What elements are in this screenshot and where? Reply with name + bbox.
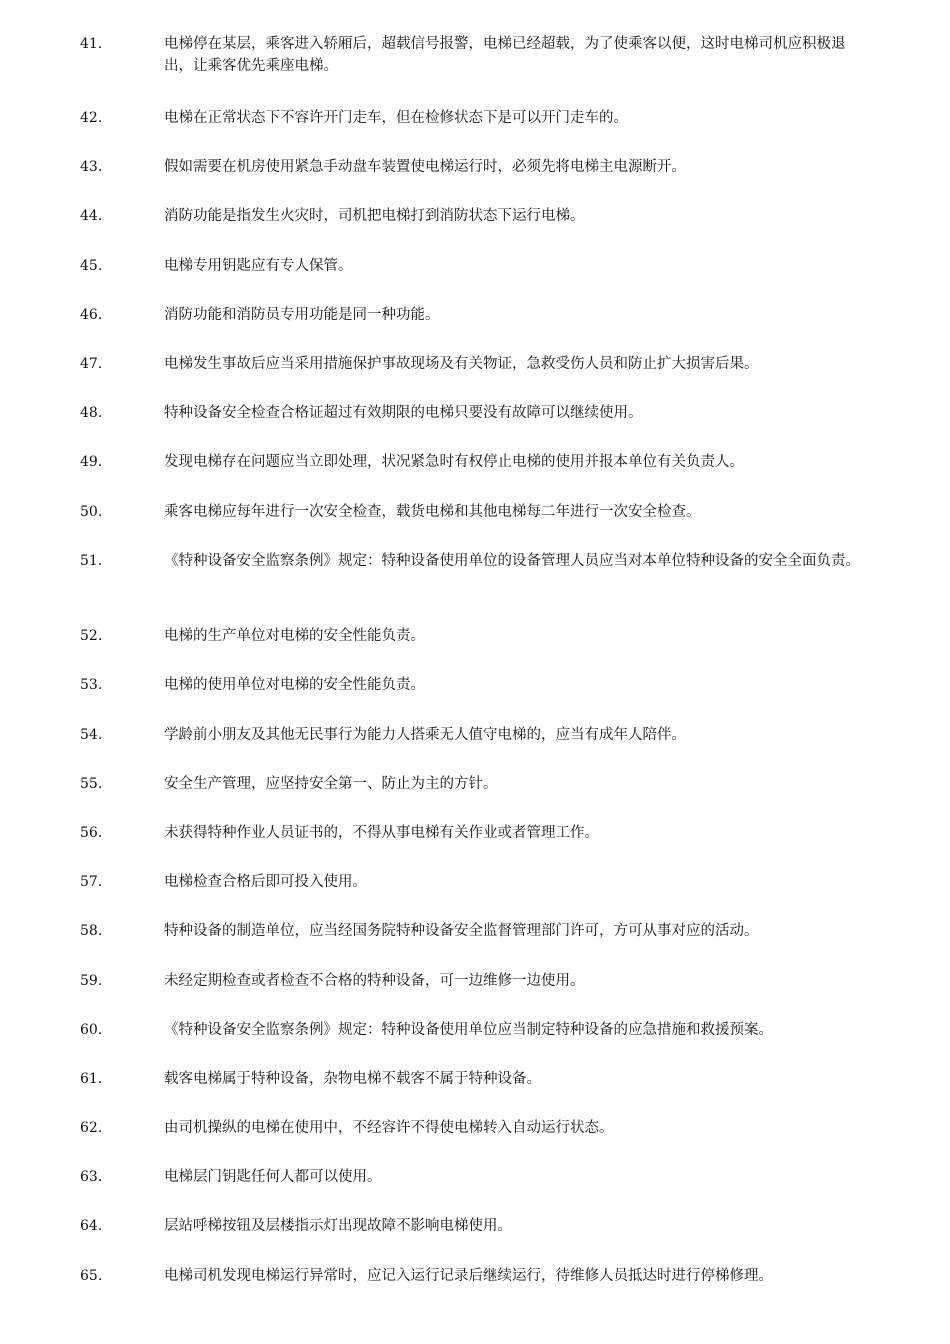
list-item (80, 1019, 872, 1041)
list-item (80, 353, 872, 375)
item-text: 层站呼梯按钮及层楼指示灯出现故障不影响电梯使用。 (164, 1218, 512, 1234)
list-item (80, 1068, 872, 1090)
item-text: 电梯停在某层，乘客进入轿厢后，超载信号报警，电梯已经超载，为了使乘客以便，这时电梯司机应积极退出，让乘客优先乘座电梯。 (164, 36, 846, 74)
item-number: 48. (80, 405, 103, 421)
list-item (80, 33, 872, 77)
item-number: 59. (80, 973, 103, 989)
item-number: 47. (80, 356, 103, 372)
item-text: 电梯层门钥匙任何人都可以使用。 (164, 1169, 382, 1185)
list-item (80, 402, 872, 424)
item-text: 消防功能和消防员专用功能是同一种功能。 (164, 307, 440, 323)
item-number: 58. (80, 923, 103, 939)
list-item (80, 1166, 872, 1188)
list-item (80, 107, 872, 129)
item-text: 假如需要在机房使用紧急手动盘车装置使电梯运行时，必须先将电梯主电源断开。 (164, 159, 686, 175)
item-text: 电梯的生产单位对电梯的安全性能负责。 (164, 628, 425, 644)
item-number: 45. (80, 258, 103, 274)
list-item (80, 1265, 872, 1287)
item-number: 57. (80, 874, 103, 890)
item-text: 消防功能是指发生火灾时，司机把电梯打到消防状态下运行电梯。 (164, 208, 585, 224)
item-text: 《特种设备安全监察条例》规定：特种设备使用单位的设备管理人员应当对本单位特种设备的安全全面负责。 (164, 553, 860, 569)
list-item (80, 205, 872, 227)
list-item (80, 674, 872, 696)
list-item (80, 304, 872, 326)
item-text: 电梯发生事故后应当采用措施保护事故现场及有关物证，急救受伤人员和防止扩大损害后果。 (164, 356, 759, 372)
item-text: 特种设备安全检查合格证超过有效期限的电梯只要没有故障可以继续使用。 (164, 405, 643, 421)
list-item (80, 501, 872, 523)
item-number: 53. (80, 677, 103, 693)
item-number: 49. (80, 454, 103, 470)
item-number: 60. (80, 1022, 103, 1038)
item-text: 电梯检查合格后即可投入使用。 (164, 874, 367, 890)
list-item (80, 625, 872, 647)
list-item (80, 871, 872, 893)
list-item (80, 451, 872, 473)
item-text: 特种设备的制造单位，应当经国务院特种设备安全监督管理部门许可，方可从事对应的活动。 (164, 923, 759, 939)
list-item (80, 550, 872, 572)
item-number: 43. (80, 159, 103, 175)
item-text: 未获得特种作业人员证书的，不得从事电梯有关作业或者管理工作。 (164, 825, 599, 841)
item-number: 46. (80, 307, 103, 323)
list-item (80, 255, 872, 277)
item-number: 61. (80, 1071, 103, 1087)
list-item (80, 920, 872, 942)
item-number: 50. (80, 504, 103, 520)
item-text: 电梯专用钥匙应有专人保管。 (164, 258, 353, 274)
item-number: 51. (80, 553, 103, 569)
item-text: 乘客电梯应每年进行一次安全检查，载货电梯和其他电梯每二年进行一次安全检查。 (164, 504, 701, 520)
item-number: 55. (80, 776, 103, 792)
item-number: 62. (80, 1120, 103, 1136)
list-item (80, 156, 872, 178)
list-item (80, 773, 872, 795)
item-text: 载客电梯属于特种设备，杂物电梯不载客不属于特种设备。 (164, 1071, 541, 1087)
list-item (80, 970, 872, 992)
item-text: 由司机操纵的电梯在使用中，不经容许不得使电梯转入自动运行状态。 (164, 1120, 614, 1136)
item-text: 电梯司机发现电梯运行异常时，应记入运行记录后继续运行，待维修人员抵达时进行停梯修理。 (164, 1268, 773, 1284)
item-text: 学龄前小朋友及其他无民事行为能力人搭乘无人值守电梯的，应当有成年人陪伴。 (164, 727, 686, 743)
item-number: 64. (80, 1218, 103, 1234)
list-item (80, 822, 872, 844)
list-item (80, 724, 872, 746)
list-item (80, 1117, 872, 1139)
item-number: 44. (80, 208, 103, 224)
item-text: 未经定期检查或者检查不合格的特种设备，可一边维修一边使用。 (164, 973, 585, 989)
item-number: 54. (80, 727, 103, 743)
item-text: 发现电梯存在问题应当立即处理，状况紧急时有权停止电梯的使用并报本单位有关负责人。 (164, 454, 744, 470)
item-text: 电梯的使用单位对电梯的安全性能负责。 (164, 677, 425, 693)
item-text: 《特种设备安全监察条例》规定：特种设备使用单位应当制定特种设备的应急措施和救援预案。 (164, 1022, 773, 1038)
item-number: 41. (80, 36, 103, 52)
item-number: 65. (80, 1268, 103, 1284)
item-text: 电梯在正常状态下不容许开门走车，但在检修状态下是可以开门走车的。 (164, 110, 628, 126)
item-number: 63. (80, 1169, 103, 1185)
item-text: 安全生产管理，应坚持安全第一、防止为主的方针。 (164, 776, 498, 792)
list-item (80, 1215, 872, 1237)
item-number: 52. (80, 628, 103, 644)
item-number: 56. (80, 825, 103, 841)
item-number: 42. (80, 110, 103, 126)
